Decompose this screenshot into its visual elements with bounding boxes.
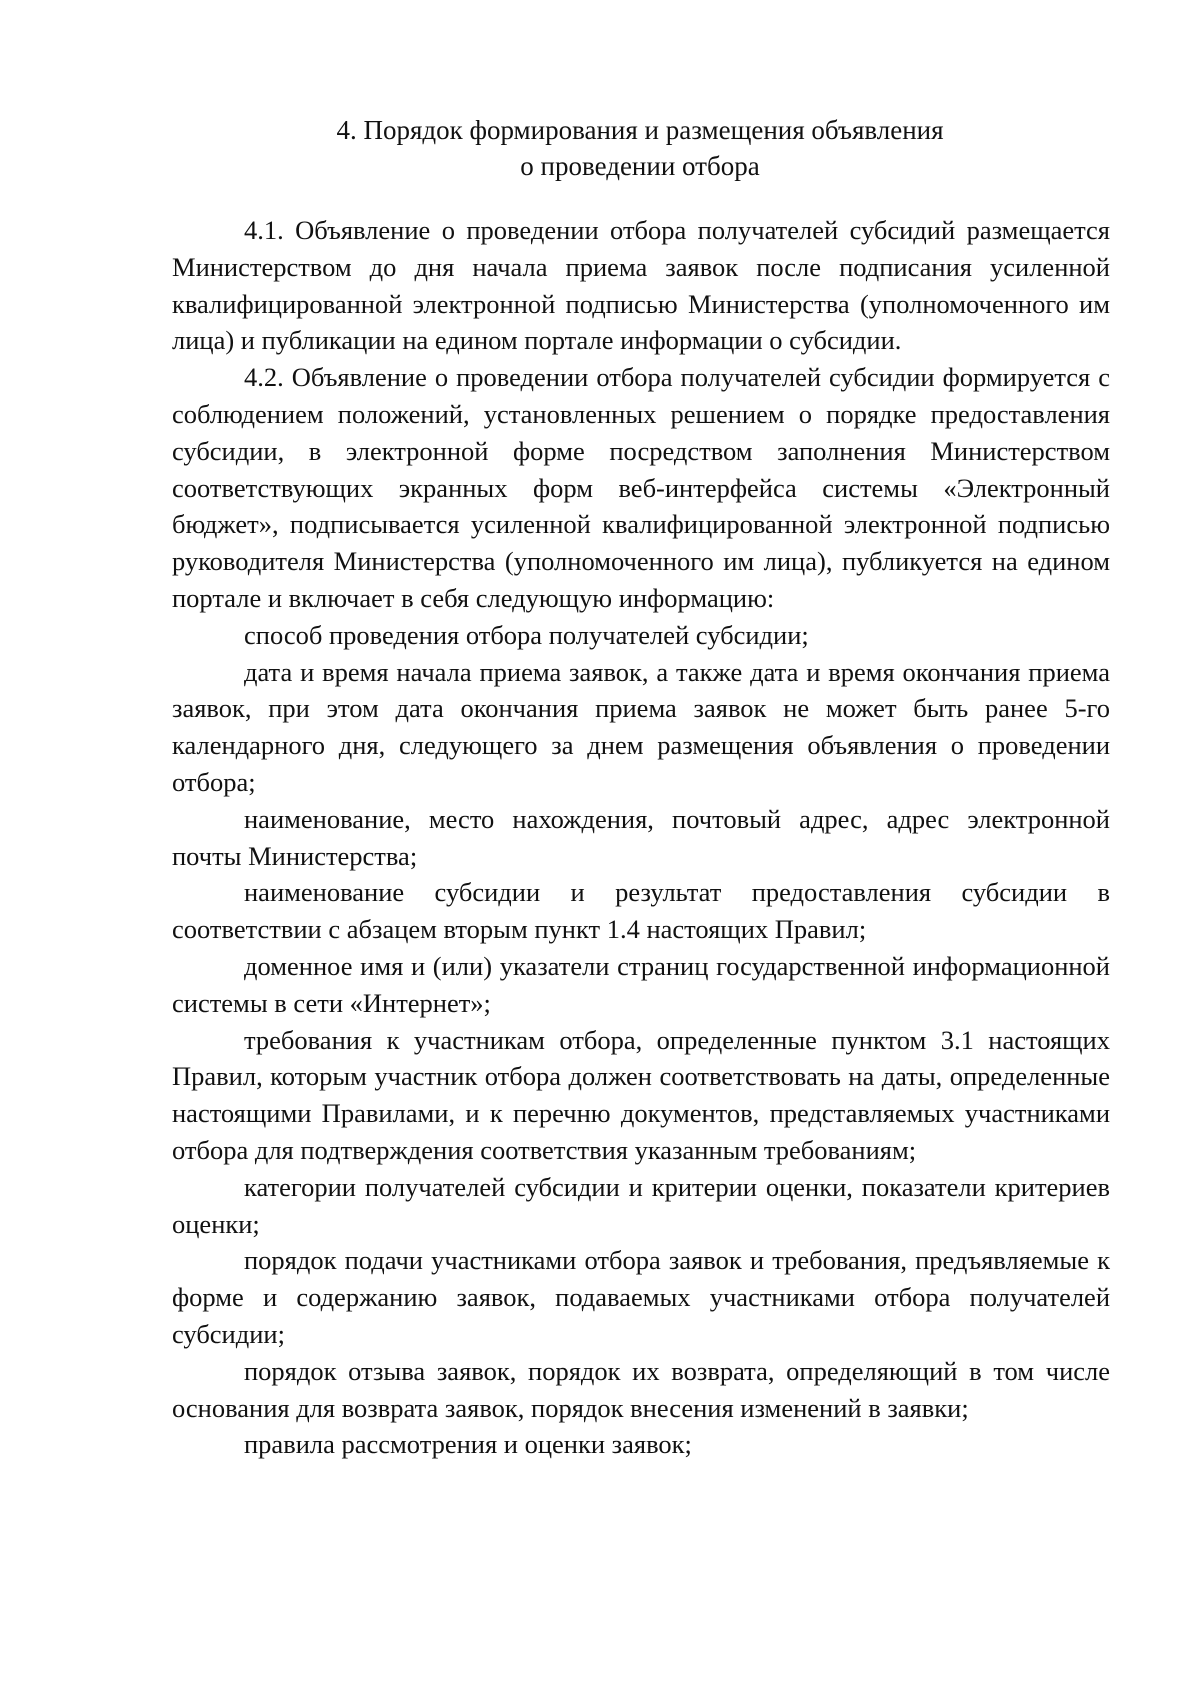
list-item-participant-requirements: требования к участникам отбора, определенные пунктом 3.1 настоящих Правил, которым участник отбора должен соответствовать на даты, определенные настоящими Правилами, и к перечню документов, представляемых участниками отбора для подтверждения соответствия указанным требованиям; bbox=[172, 1024, 1110, 1165]
paragraph-4-1: 4.1. Объявление о проведении отбора получателей субсидий размещается Министерством до дня начала приема заявок после подписания усиленной квалифицированной электронной подписью Министерства (уполномоченного им лица) и публикации на едином портале информации о субсидии. bbox=[172, 215, 1110, 356]
section-heading-line-2: о проведении отбора bbox=[520, 151, 760, 181]
list-item-domain-name: доменное имя и (или) указатели страниц государственной информационной системы в сети «Интернет»; bbox=[172, 950, 1110, 1018]
list-item-subsidy-name-result: наименование субсидии и результат предоставления субсидии в соответствии с абзацем вторым пункт 1.4 настоящих Правил; bbox=[172, 877, 1110, 945]
section-heading-line-1: 4. Порядок формирования и размещения объявления bbox=[336, 115, 944, 145]
list-item-ministry-contacts: наименование, место нахождения, почтовый адрес, адрес электронной почты Министерства; bbox=[172, 803, 1110, 871]
section-heading bbox=[170, 112, 1110, 184]
document-body bbox=[172, 212, 1110, 1463]
list-item-application-dates: дата и время начала приема заявок, а также дата и время окончания приема заявок, при этом дата окончания приема заявок не может быть ранее 5-го календарного дня, следующего за днем размещения объявления о проведении отбора; bbox=[172, 656, 1110, 797]
paragraph-4-2: 4.2. Объявление о проведении отбора получателей субсидии формируется с соблюдением положений, установленных решением о порядке предоставления субсидии, в электронной форме посредством заполнения Министерством соответствующих экранных форм веб-интерфейса системы «Электронный бюджет», подписывается усиленной квалифицированной электронной подписью руководителя Министерства (уполномоченного им лица), публикуется на едином портале и включает в себя следующую информацию: bbox=[172, 362, 1110, 613]
list-item-recipient-categories: категории получателей субсидии и критерии оценки, показатели критериев оценки; bbox=[172, 1171, 1110, 1239]
list-item-application-withdrawal: порядок отзыва заявок, порядок их возврата, определяющий в том числе основания для возврата заявок, порядок внесения изменений в заявки; bbox=[172, 1355, 1110, 1423]
list-item-selection-method: способ проведения отбора получателей субсидии; bbox=[244, 619, 809, 650]
list-item-review-rules: правила рассмотрения и оценки заявок; bbox=[244, 1429, 692, 1460]
list-item-application-procedure: порядок подачи участниками отбора заявок и требования, предъявляемые к форме и содержанию заявок, подаваемых участниками отбора получателей субсидии; bbox=[172, 1245, 1110, 1349]
